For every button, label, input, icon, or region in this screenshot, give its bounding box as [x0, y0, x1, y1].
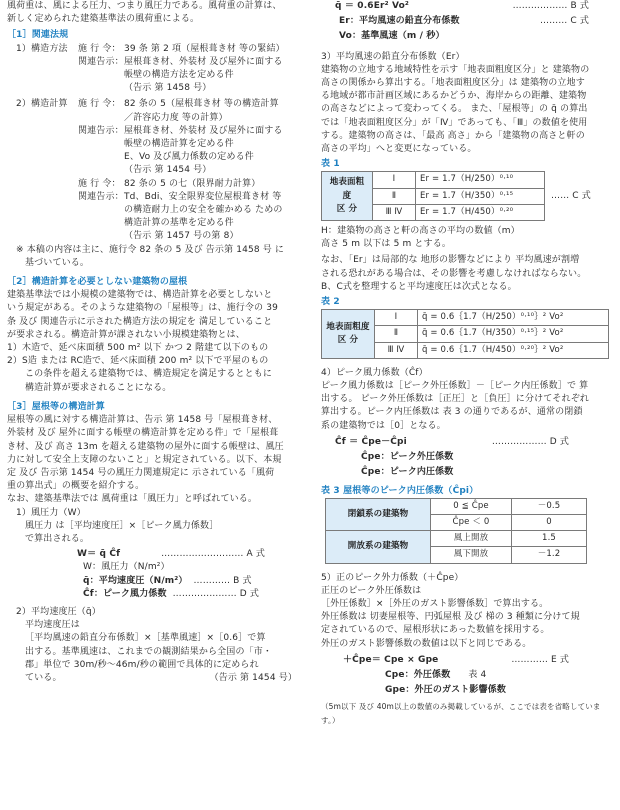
list-item: 2）S造 または RC造で、延べ床面積 200 m² 以下で平屋のもの: [7, 356, 269, 367]
table-1: 地表面粗度 区 分 Ⅰ Er = 1.7（H/250）⁰·¹⁰ Ⅱ Er = 1.7（H/350）⁰·¹⁵ Ⅲ Ⅳ Er = 1.7（H/450）⁰·²⁰: [321, 171, 545, 221]
formula-b: q̄ ＝ 0.6Er² Vo² ……………… B 式: [335, 1, 589, 11]
table-1-title: 表 1: [321, 159, 340, 170]
right-column: q̄ ＝ 0.6Er² Vo² ……………… B 式 Er：平均風速の鉛直分布係数 ……… C 式 Vo：基準風速（m / 秒） 3）平均風速の鉛直分布係数（Er） 建築物の立地する地域特性を示す「地表面粗度区分」と 建築物の 高さの関係から算出する。「地表面粗度区分」は 建築物の立地す る地域が都市計画区域にあるかどうか、海岸からの距離、建築物 の高さなどによって変わってくる。 また、「屋根等」の q̄ の算出 では「地表面粗度区分」が「Ⅳ」であっても、「Ⅲ」の数値を使用 する。建築物の高さは、「最高 高さ」から「建築物の高さと軒の 高さの平均」へと変更になっている。 表 1 地表面粗度 区 分 Ⅰ Er = 1.7（H/250）⁰·¹⁰ Ⅱ Er = 1.7（H/350）⁰·¹⁵ Ⅲ Ⅳ Er = 1.7（H/450）⁰·²⁰ …… C 式 H：建築物の高さと軒の高さの平均の数値（m） 高さ 5 m 以下は 5 m とする。 なお、「Er」は局部的な 地形の影響などにより 平均風速が割増 される恐れがある場合は、その影響を考慮しなければならない。 B、C式を整理すると平均速度圧は次式となる。 表 2 地表面粗度 区 分 Ⅰ q̄ = 0.6｛1.7（H/250）⁰·¹⁰｝² Vo² Ⅱ q̄ = 0.6｛1.7（H/350）⁰·¹⁵｝² Vo² Ⅲ Ⅳ q̄ = 0.6｛1.7（H/450）⁰·²⁰｝² Vo² 4）ピーク風力係数（Ĉf） ピーク風力係数は［ピーク外圧係数］－［ピーク内圧係数］で 算 出する。 ピーク外圧係数は［正圧］と［負圧］に分けてそれぞれ 算出する。ピーク内圧係数は 表 3 の通りであるが、通常の閉鎖 系の建築物では［0］となる。 Ĉf ＝ Ĉpe－Ĉpi ……………… D 式 Ĉpe：ピーク外圧係数 Ĉpe：ピーク内圧係数 表 3 屋根等のピーク内圧係数（Ĉpi） 閉鎖系の建築物 0 ≦ Ĉpe －0.5 Ĉpe ＜ 0 0 開放系の建築物 風上開放 1.5 風下開放 －1.2 5）正のピーク外力係数（＋Ĉpe） 正圧のピーク外圧係数は ［外圧係数］×［外圧のガスト影響係数］で算出する。 外圧係数は 切妻屋根等、円弧屋根 及び 梯の 3 種類に分けて規 定されているので、屋根形状にあった数値を採用する。 外圧のガスト影響係数の数値は以下と同じである。 ＋Ĉpe＝ Cpe × Gpe ………… E 式 Cpe：外圧係数 表 4 Gpe：外圧のガスト影響係数 （5m以下 及び 40m以上の数値のみ掲載しているが、ここでは表を省略しています。）: [321, 0, 613, 727]
intro-line: 新しく定められた建築基準法の風荷重による。: [7, 14, 200, 25]
subsection-heading: 4）ピーク風力係数（Ĉf）: [321, 367, 428, 378]
subsection-heading: 5）正のピーク外力係数（＋Ĉpe）: [321, 572, 464, 583]
intro-line: 風荷重は、風による圧力、つまり風圧力である。風荷重の計算は、: [7, 1, 282, 11]
subsection-heading: 2）平均速度圧（q̄）: [16, 606, 101, 617]
left-column: 風荷重は、風による圧力、つまり風圧力である。風荷重の計算は、 新しく定められた建築基準法の風荷重による。 ［1］関連法規 1）構造方法 施 行 令： 39 条 第 2 項（屋根葺き材 等の緊結） 関連告示： 屋根葺き材、外装材 及び屋外に面する 帳壁の構造方法を定める件 （告示 第 1458 号） 2）構造計算 施 行 令： 82 条の 5（屋根葺き材 等の構造計算 ／許容応力度 等の計算） 関連告示： 屋根葺き材、外装材 及び屋外に面する 帳壁の構造計算を定める件 E、Vo 及び風力係数の定める件 （告示 第 1454 号） 施 行 令： 82 条の 5 の七（限界耐力計算） 関連告示： Td、Bdi、安全限界変位屋根葺き材 等 の構造耐力上の安全を確かめる ための 構造計算の基準を定める件 （告示 第 1457 号の第 8） ※ 本稿の内容は主に、施行令 82 条の 5 及び 告示第 1458 号 に 基づいている。 ［2］構造計算を必要としない建築物の屋根 建築基準法では小規模の建築物では、構造計算を必要としないと いう規定がある。そのような建築物の「屋根等」は、施行令の 39 条 及び 関連告示に示された構造方法の規定を 満足していること が要求される。構造計算が課されない小規模建築物とは、 1）木造で、延べ床面積 500 m² 以下 かつ 2 階建て以下のもの 2）S造 または RC造で、延べ床面積 200 m² 以下で平屋のもの この条件を超える建築物では、構造規定を満足するとともに 構造計算が要求されることになる。 ［3］屋根等の構造計算 屋根等の風に対する構造計算は、告示 第 1458 号「屋根葺き材、 外装材 及び 屋外に面する帳壁の構造計算を定める件」で「屋根葺 き材、及び 高さ 13m を超える建築物の屋外に面する帳壁は、風圧 力に対して安全上支障のないこと」と規定されている。以下、本規 定 及び 告示第 1454 号の風圧力関連規定に 示されている「風荷 重の算出式」の概要を紹介する。 なお、建築基準法では 風荷重は「風圧力」と呼ばれている。 1）風圧力（W） 風圧力 は［平均速度圧］×［ピーク風力係数］ で算出される。 W＝ q̄ Ĉf ……………………… A 式 W：風圧力（N/m²） q̄：平均速度圧（N/m²） ………… B 式 Ĉf：ピーク風力係数 ………………… D 式 2）平均速度圧（q̄） 平均速度圧は ［平均風速の鉛直分布係数］×［基準風速］×［0.6］で算 出する。基準風速は、これまでの観測結果から全国の「市・ 郡」単位で 30m/秒〜46m/秒の範囲で具体的に定められ ている。 （告示 第 1454 号）: [7, 0, 305, 685]
table-3-title: 表 3 屋根等のピーク内圧係数（Ĉpi）: [321, 485, 479, 496]
note: ※ 本稿の内容は主に、施行令 82 条の 5 及び 告示第 1458 号 に: [16, 244, 285, 255]
section-1-title: ［1］関連法規: [7, 30, 69, 41]
list-item: 1）木造で、延べ床面積 500 m² 以下 かつ 2 階建て以下のもの: [7, 343, 269, 354]
subsection-heading: 3）平均風速の鉛直分布係数（Er）: [321, 51, 465, 62]
table-2-title: 表 2: [321, 297, 340, 308]
formula-c: Er：平均風速の鉛直分布係数 ……… C 式: [339, 16, 589, 27]
table-3: 閉鎖系の建築物 0 ≦ Ĉpe －0.5 Ĉpe ＜ 0 0 開放系の建築物 風上開放 1.5 風下開放 －1.2: [325, 498, 587, 564]
table-2: 地表面粗度 区 分 Ⅰ q̄ = 0.6｛1.7（H/250）⁰·¹⁰｝² Vo² Ⅱ q̄ = 0.6｛1.7（H/350）⁰·¹⁵｝² Vo² Ⅲ Ⅳ q̄ = 0.6｛1.7（H/450）⁰·²⁰｝² Vo²: [321, 309, 609, 359]
s1-item-1: 1）構造方法 施 行 令： 39 条 第 2 項（屋根葺き材 等の緊結）: [16, 43, 285, 54]
section-2-title: ［2］構造計算を必要としない建築物の屋根: [7, 277, 188, 288]
note: 基づいている。: [25, 257, 90, 268]
formula-a: W＝ q̄ Ĉf ……………………… A 式: [77, 549, 265, 560]
subsection-heading: 1）風圧力（W）: [16, 507, 86, 518]
formula-d: Ĉf ＝ Ĉpe－Ĉpi ……………… D 式: [335, 436, 569, 447]
section-3-title: ［3］屋根等の構造計算: [7, 401, 105, 412]
footnote: （5m以下 及び 40m以上の数値のみ掲載しているが、ここでは表を省略しています。）: [321, 702, 601, 725]
s1-item-2: 2）構造計算 施 行 令： 82 条の 5（屋根葺き材 等の構造計算: [16, 99, 279, 110]
formula-e: ＋Ĉpe＝ Cpe × Gpe ………… E 式: [343, 654, 569, 665]
